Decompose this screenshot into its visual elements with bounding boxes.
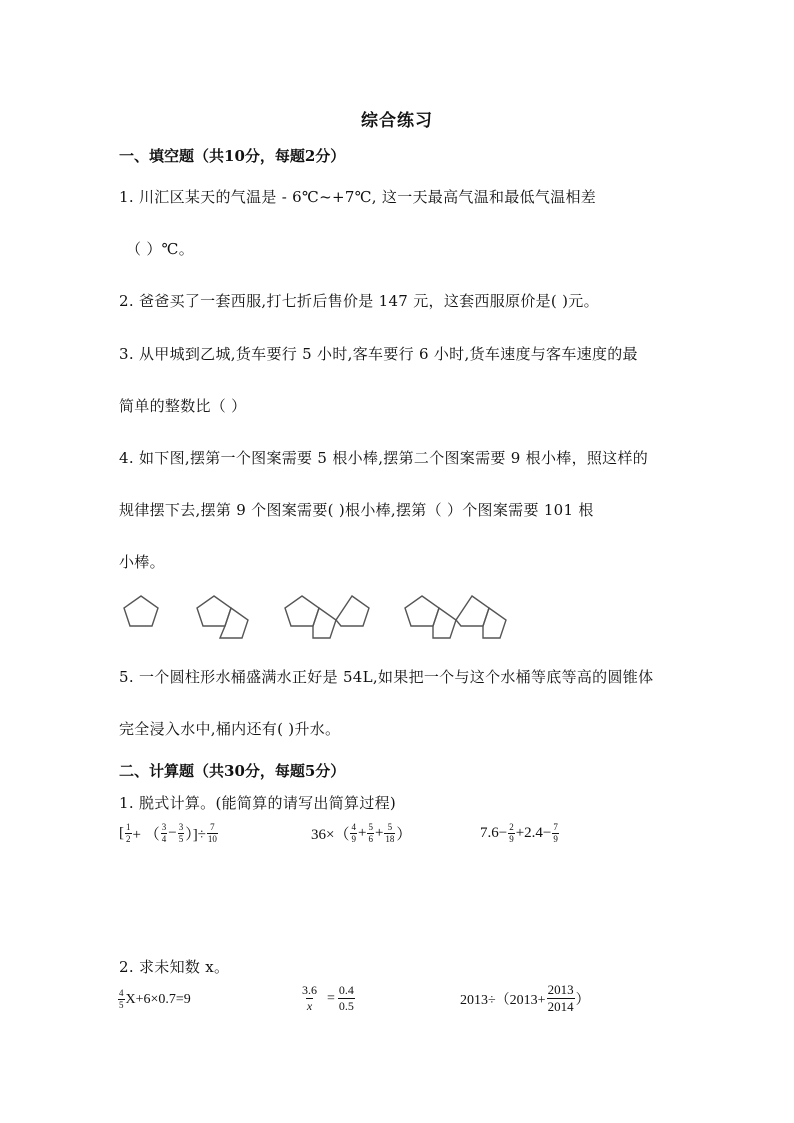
fraction-numerator: 2 (509, 822, 514, 832)
expr-text: ） (396, 827, 412, 843)
fraction-numerator: 3 (161, 822, 167, 832)
question-3-line-1: 3. 从甲城到乙城,货车要行 5 小时,客车要行 6 小时,货车速度与客车速度的最 (119, 345, 638, 363)
calc-expression-3 (480, 822, 560, 845)
fraction-denominator: 6 (368, 834, 373, 844)
fraction-denominator: x (306, 999, 313, 1013)
question-4-line-3: 小棒。 (119, 553, 165, 571)
question-5-line-2: 完全浸入水中,桶内还有( )升水。 (119, 720, 341, 738)
pattern-3-pentagon-3 (336, 596, 369, 626)
fraction-denominator: 5 (178, 834, 184, 844)
equation-3 (460, 982, 590, 1015)
expr-text: [ (119, 825, 124, 841)
expr-text: + (357, 825, 367, 841)
fraction-denominator: 5 (119, 1000, 124, 1010)
fraction-denominator: 2 (126, 834, 131, 844)
question-4-line-2: 规律摆下去,摆第 9 个图案需要( )根小棒,摆第（ ）个图案需要 101 根 (119, 501, 594, 519)
fraction-numerator: 3.6 (302, 983, 317, 997)
expr-text: − (168, 825, 177, 841)
fraction-numerator: 4 (351, 822, 356, 832)
fraction-numerator: 5 (387, 822, 393, 832)
section-heading-fill-blank: 一、填空题（共10分，每题2分） (119, 147, 346, 165)
calc-part-2-label: 2. 求未知数 x。 (119, 958, 230, 976)
fraction-numerator: 5 (368, 822, 373, 832)
expr-text: + （ (132, 827, 160, 843)
fraction-denominator: 0.5 (338, 999, 354, 1013)
fraction-numerator: 3 (178, 822, 184, 832)
pentagon-pattern-figure (118, 590, 538, 650)
expr-text: +2.4− (515, 825, 552, 841)
question-4-line-1: 4. 如下图,摆第一个图案需要 5 根小棒,摆第二个图案需要 9 根小棒，照这样的 (119, 449, 649, 467)
pattern-4-pentagon-4 (483, 608, 506, 638)
pattern-4-pentagon-2 (433, 608, 456, 638)
question-1-line-1: 1. 川汇区某天的气温是 - 6℃~+7℃, 这一天最高气温和最低气温相差 (119, 188, 597, 206)
fraction-numerator: 4 (119, 988, 124, 998)
fraction-numerator: 0.4 (338, 983, 354, 997)
fraction-denominator: 9 (351, 834, 356, 844)
fraction-denominator: 18 (385, 834, 395, 844)
fraction-denominator: 9 (509, 834, 514, 844)
fraction-denominator: 4 (161, 834, 167, 844)
question-3-line-2: 简单的整数比（ ） (119, 397, 247, 415)
expr-text: + (374, 825, 384, 841)
expr-text: ）]÷ (185, 827, 206, 843)
fraction-numerator: 1 (126, 822, 131, 832)
expr-text: 36×（ (311, 827, 350, 843)
equation-2 (300, 983, 356, 1014)
calc-expression-2 (311, 822, 411, 845)
fraction-denominator: 9 (553, 834, 558, 844)
fraction-denominator: 2014 (547, 999, 574, 1014)
question-2: 2. 爸爸买了一套西服,打七折后售价是 147 元，这套西服原价是( )元。 (119, 292, 599, 310)
fraction-denominator: 10 (207, 834, 217, 844)
pattern-2-pentagon-2 (220, 608, 248, 638)
expr-text: = (327, 990, 335, 1006)
fraction-numerator: 7 (210, 822, 215, 832)
section-heading-calculation: 二、计算题（共30分，每题5分） (119, 762, 346, 780)
pattern-1-pentagon-1 (124, 596, 158, 626)
calc-part-1-label: 1. 脱式计算。(能简算的请写出简算过程) (119, 794, 397, 812)
fraction-numerator: 2013 (547, 982, 574, 997)
fraction-numerator: 7 (553, 822, 558, 832)
expr-text: 2013÷（2013+ (460, 992, 546, 1008)
question-1-line-2: （ ）℃。 (126, 240, 195, 258)
question-5-line-1: 5. 一个圆柱形水桶盛满水正好是 54L,如果把一个与这个水桶等底等高的圆锥体 (119, 668, 654, 686)
expr-text: 7.6− (480, 825, 508, 841)
equation-1 (117, 988, 191, 1011)
expr-text: ） (575, 992, 590, 1008)
pattern-3-pentagon-2 (313, 608, 336, 638)
calc-expression-1 (119, 822, 219, 845)
page-title: 综合练习 (361, 111, 433, 131)
expr-text: X+6×0.7=9 (125, 991, 191, 1007)
